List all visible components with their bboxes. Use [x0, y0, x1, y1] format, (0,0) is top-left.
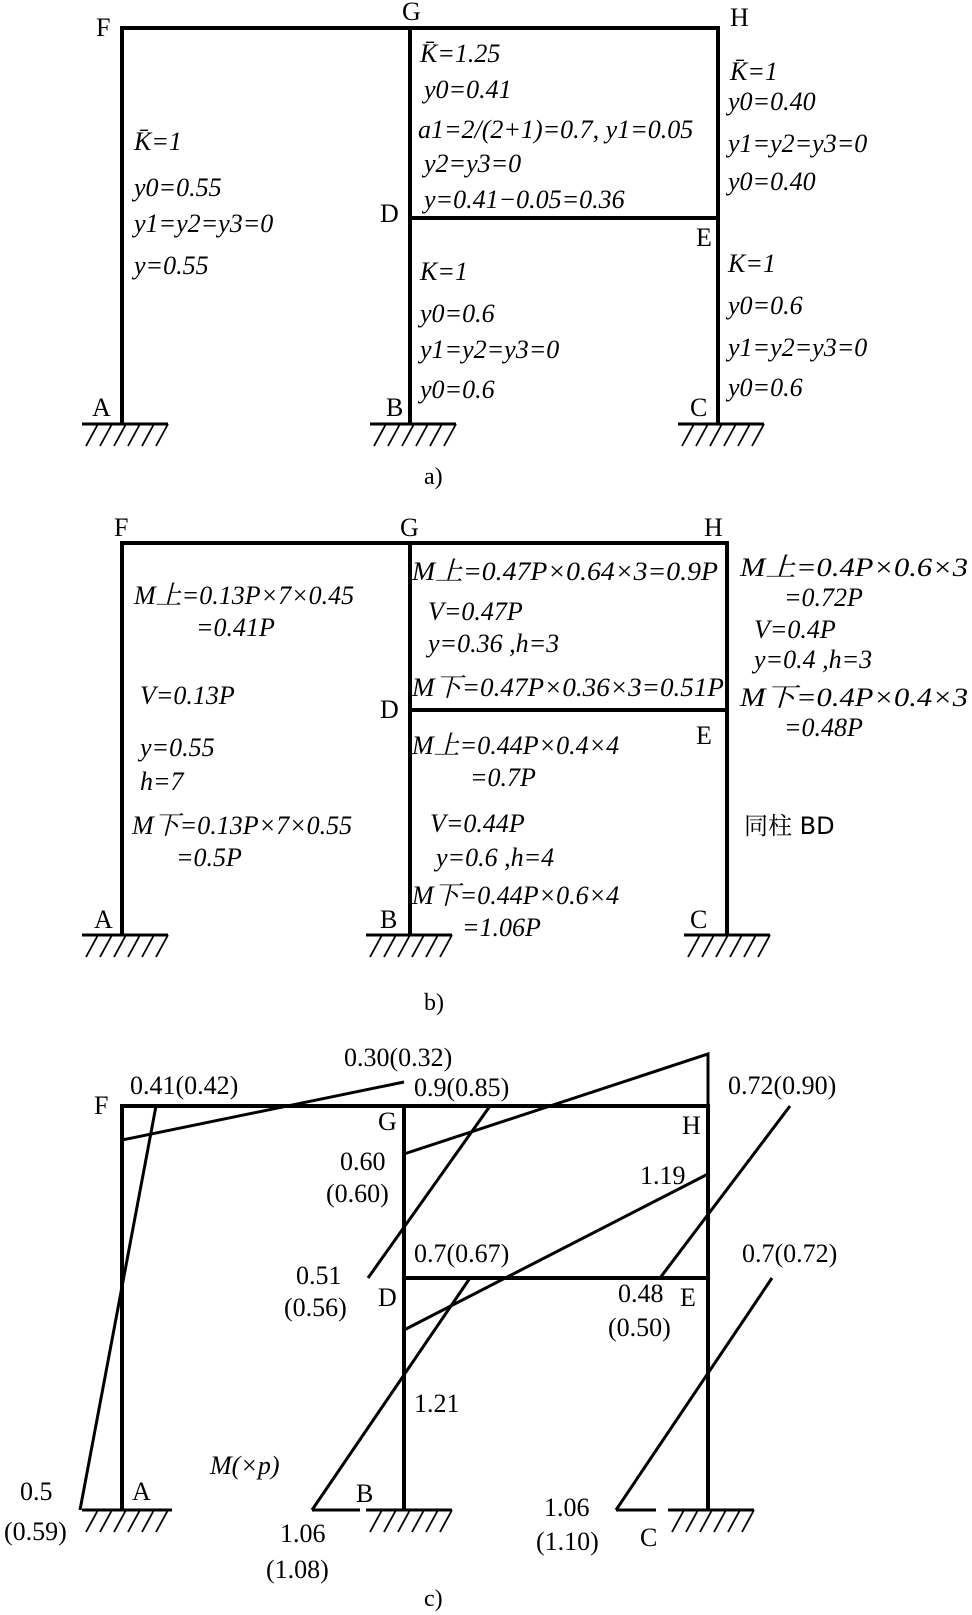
a-bd-line-2: y0=0.6 — [420, 299, 495, 328]
value-E-col-bot-1: 0.48 — [618, 1279, 664, 1308]
panel-a-support-A — [82, 424, 168, 446]
value-D-col-bot-1: 0.51 — [296, 1261, 342, 1290]
panel-b-caption: b) — [424, 990, 444, 1016]
b-bd-line-6: =1.06P — [462, 913, 541, 942]
node-label-H: H — [704, 513, 723, 542]
b-eh-line-6: =0.48P — [784, 713, 863, 742]
b-dg-line-4: M下=0.47P×0.36×3=0.51P — [410, 673, 725, 702]
value-C-bot-1: 1.06 — [544, 1493, 590, 1522]
panel-c-caption: c) — [424, 1586, 443, 1612]
b-bd-line-4: y=0.6 ,h=4 — [436, 843, 555, 872]
node-label-B: B — [380, 905, 398, 934]
b-af-line-2: =0.41P — [196, 613, 275, 642]
b-bd-line-3: V=0.44P — [430, 809, 525, 838]
value-G-col-top: 0.9(0.85) — [414, 1073, 510, 1102]
b-eh-line-4: y=0.4 ,h=3 — [754, 645, 873, 674]
value-A-bot-1: 0.5 — [20, 1477, 53, 1506]
panel-a — [82, 0, 867, 490]
node-label-A: A — [132, 1477, 151, 1506]
b-af-line-5: h=7 — [140, 767, 184, 796]
moment-col-AF — [80, 1106, 156, 1510]
value-B-bot-2: (1.08) — [266, 1555, 329, 1584]
node-label-G: G — [378, 1107, 397, 1136]
value-E-col-bot-2: (0.50) — [608, 1313, 671, 1342]
b-ce-line-1: 同柱 BD — [744, 812, 835, 840]
value-C-bot-2: (1.10) — [536, 1527, 599, 1556]
node-label-F: F — [114, 513, 129, 542]
b-dg-line-3: y=0.36 ,h=3 — [428, 629, 560, 658]
b-bd-line-2: =0.7P — [470, 763, 536, 792]
b-eh-line-1: M上=0.4P×0.6×3 — [738, 553, 968, 582]
value-G-side-1: 0.60 — [340, 1147, 386, 1176]
a-eh-line-2: y0=0.40 — [728, 87, 816, 116]
moment-unit-label: M(×p) — [210, 1451, 280, 1480]
a-dg-line-4: y2=y3=0 — [424, 149, 522, 178]
panel-a-caption: a) — [424, 464, 443, 490]
node-label-F: F — [96, 13, 111, 42]
value-F-col-top: 0.41(0.42) — [130, 1071, 239, 1100]
panel-b-support-A — [82, 935, 168, 957]
a-dg-line-3: a1=2/(2+1)=0.7, y1=0.05 — [418, 115, 694, 144]
panel-a-support-B — [370, 424, 456, 446]
node-label-C: C — [690, 905, 708, 934]
node-label-B: B — [386, 393, 404, 422]
node-label-G: G — [400, 513, 419, 542]
value-B-bot-1: 1.06 — [280, 1519, 326, 1548]
b-af-line-1: M上=0.13P×7×0.45 — [134, 581, 355, 610]
b-af-line-3: V=0.13P — [140, 681, 235, 710]
panel-b-support-C — [684, 935, 770, 957]
a-ce-line-1: K=1 — [728, 249, 776, 278]
a-af-line-2: y0=0.55 — [134, 173, 222, 202]
a-bd-line-1: K=1 — [420, 257, 468, 286]
a-eh-line-1: K̄=1 — [730, 57, 778, 86]
value-D-side: 1.21 — [414, 1389, 460, 1418]
b-eh-line-3: V=0.4P — [754, 615, 836, 644]
a-dg-line-2: y0=0.41 — [424, 75, 512, 104]
a-dg-line-1: K̄=1.25 — [420, 39, 501, 68]
b-af-line-4: y=0.55 — [140, 733, 215, 762]
a-eh-line-3: y1=y2=y3=0 — [728, 129, 868, 158]
value-G-side-2: (0.60) — [326, 1179, 389, 1208]
a-af-line-4: y=0.55 — [134, 251, 209, 280]
node-label-E: E — [696, 721, 712, 750]
b-dg-line-2: V=0.47P — [428, 597, 523, 626]
a-bd-line-4: y0=0.6 — [420, 375, 495, 404]
node-label-E: E — [680, 1283, 696, 1312]
node-label-H: H — [682, 1111, 701, 1140]
value-H-side: 1.19 — [640, 1161, 686, 1190]
panel-c-support-B — [366, 1510, 452, 1532]
a-eh-line-4: y0=0.40 — [728, 167, 816, 196]
panel-b — [82, 513, 968, 1016]
a-bd-line-3: y1=y2=y3=0 — [420, 335, 560, 364]
panel-a-support-C — [678, 424, 764, 446]
value-G-top: 0.30(0.32) — [344, 1043, 453, 1072]
b-eh-line-2: =0.72P — [784, 583, 863, 612]
a-af-line-1: K̄=1 — [134, 127, 182, 156]
node-label-A: A — [92, 393, 111, 422]
b-af-line-6: M下=0.13P×7×0.55 — [132, 811, 353, 840]
panel-b-support-B — [366, 935, 452, 957]
a-dg-line-5: y=0.41−0.05=0.36 — [424, 185, 625, 214]
node-label-G: G — [402, 0, 421, 26]
value-A-bot-2: (0.59) — [4, 1517, 67, 1546]
panel-c — [4, 1043, 837, 1612]
panel-c-support-C — [668, 1510, 754, 1532]
a-ce-line-3: y1=y2=y3=0 — [728, 333, 868, 362]
node-label-D: D — [378, 1283, 397, 1312]
node-label-A: A — [94, 905, 113, 934]
b-bd-line-1: M上=0.44P×0.4×4 — [412, 731, 620, 760]
node-label-C: C — [640, 1523, 658, 1552]
value-E-col-top: 0.7(0.72) — [742, 1239, 838, 1268]
node-label-B: B — [356, 1479, 374, 1508]
b-bd-line-5: M下=0.44P×0.6×4 — [412, 881, 620, 910]
panel-c-support-A — [82, 1510, 172, 1532]
value-D-col-top: 0.7(0.67) — [414, 1239, 510, 1268]
node-label-D: D — [380, 695, 399, 724]
a-ce-line-4: y0=0.6 — [728, 373, 803, 402]
b-dg-line-1: M上=0.47P×0.64×3=0.9P — [410, 557, 719, 586]
node-label-D: D — [380, 199, 399, 228]
node-label-C: C — [690, 393, 708, 422]
node-label-H: H — [730, 3, 749, 32]
panel-c-frame — [122, 1106, 708, 1510]
a-ce-line-2: y0=0.6 — [728, 291, 803, 320]
value-D-col-bot-2: (0.56) — [284, 1293, 347, 1322]
node-label-E: E — [696, 223, 712, 252]
value-H-col-top: 0.72(0.90) — [728, 1071, 837, 1100]
b-eh-line-5: M下=0.4P×0.4×3 — [738, 683, 968, 712]
a-af-line-3: y1=y2=y3=0 — [134, 209, 274, 238]
node-label-F: F — [94, 1091, 109, 1120]
b-af-line-7: =0.5P — [176, 843, 242, 872]
